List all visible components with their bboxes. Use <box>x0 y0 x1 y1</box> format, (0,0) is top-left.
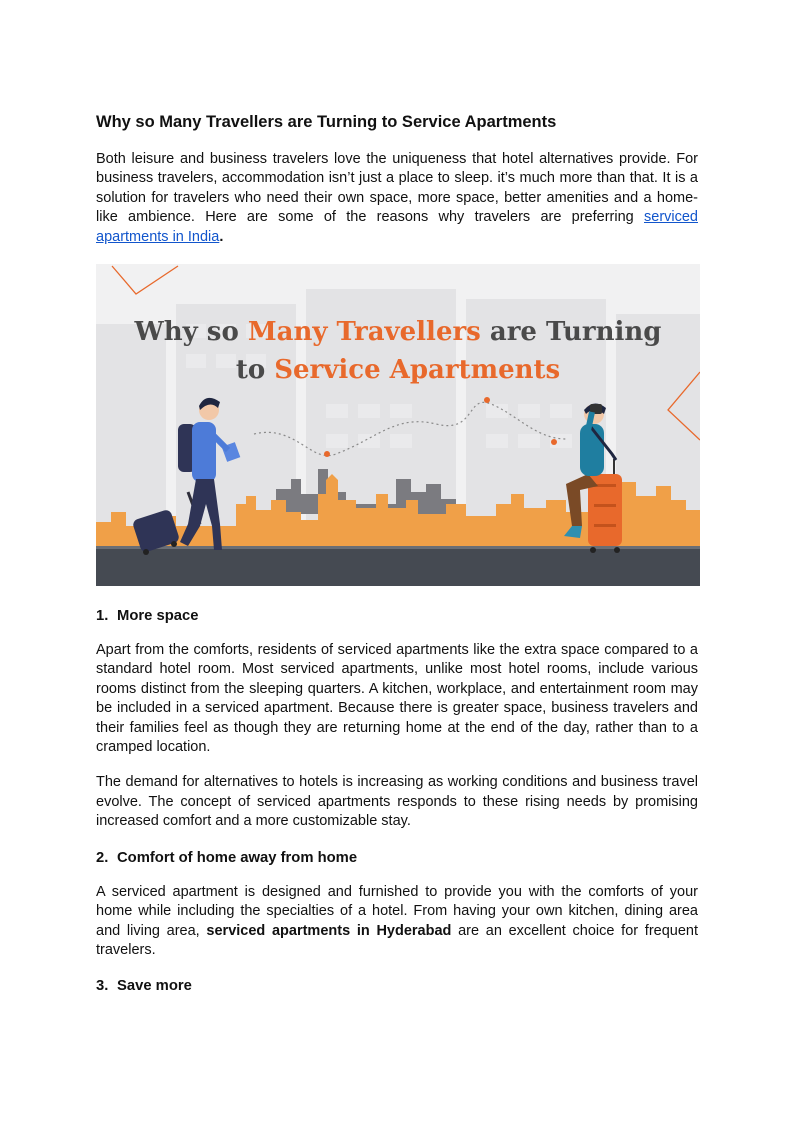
section-title: Save more <box>117 978 192 995</box>
section-title: Comfort of home away from home <box>117 849 358 866</box>
section-heading-more-space <box>96 606 698 626</box>
paragraph-text: A serviced apartment is designed and furnished to provide you with the comforts of your home while including the specialties of a hotel. From having your own kitchen, dining area and living area, <box>96 883 698 939</box>
section-paragraph: Apart from the comforts, residents of serviced apartments like the extra space compared to a standard hotel room. Most serviced apartments, unlike most hotel rooms, include various rooms distinct from the sleeping quarters. A kitchen, workplace, and entertainment room may be included in a serviced apartment. Because there is greater space, business travelers and their families feel as though they are returning home at the end of the day, rather than to a cramped location. <box>96 642 698 756</box>
hero-illustration <box>96 264 700 586</box>
document-title: Why so Many Travellers are Turning to Service Apartments <box>96 113 557 131</box>
section-heading-save-more <box>96 976 698 996</box>
intro-paragraph <box>96 150 698 247</box>
section-heading-comfort <box>96 848 698 868</box>
hero-heading-line1: Why so Many Travellers are Turning <box>134 317 662 348</box>
section-number: 2. <box>96 849 109 866</box>
section-paragraph: The demand for alternatives to hotels is increasing as working conditions and business travel evolve. The concept of serviced apartments responds to these rising needs by promising increased comfort and a more customizable stay. <box>96 774 698 830</box>
road <box>96 546 700 586</box>
section-title: More space <box>117 608 199 625</box>
section-paragraph <box>96 883 698 961</box>
serviced-apartments-india-link[interactable]: serviced apartments in India <box>96 209 698 245</box>
intro-text: Both leisure and business travelers love the uniqueness that hotel alternatives provide. For business travelers, accommodation isn’t just a place to sleep. it’s much more than that. It is a solution for travelers who need their own space, more space, better amenities and a home-like ambience. Here are some of the reasons why travelers are preferring <box>96 151 698 226</box>
serviced-apartments-hyderabad-bold: serviced apartments in Hyderabad <box>206 922 452 939</box>
section-number: 1. <box>96 608 109 625</box>
paragraph-text: are an excellent choice for frequent travelers. <box>96 922 698 958</box>
section-number: 3. <box>96 978 109 995</box>
hero-heading-line2: to Service Apartments <box>235 355 561 386</box>
document-page <box>96 111 698 1011</box>
intro-end: . <box>219 228 224 245</box>
